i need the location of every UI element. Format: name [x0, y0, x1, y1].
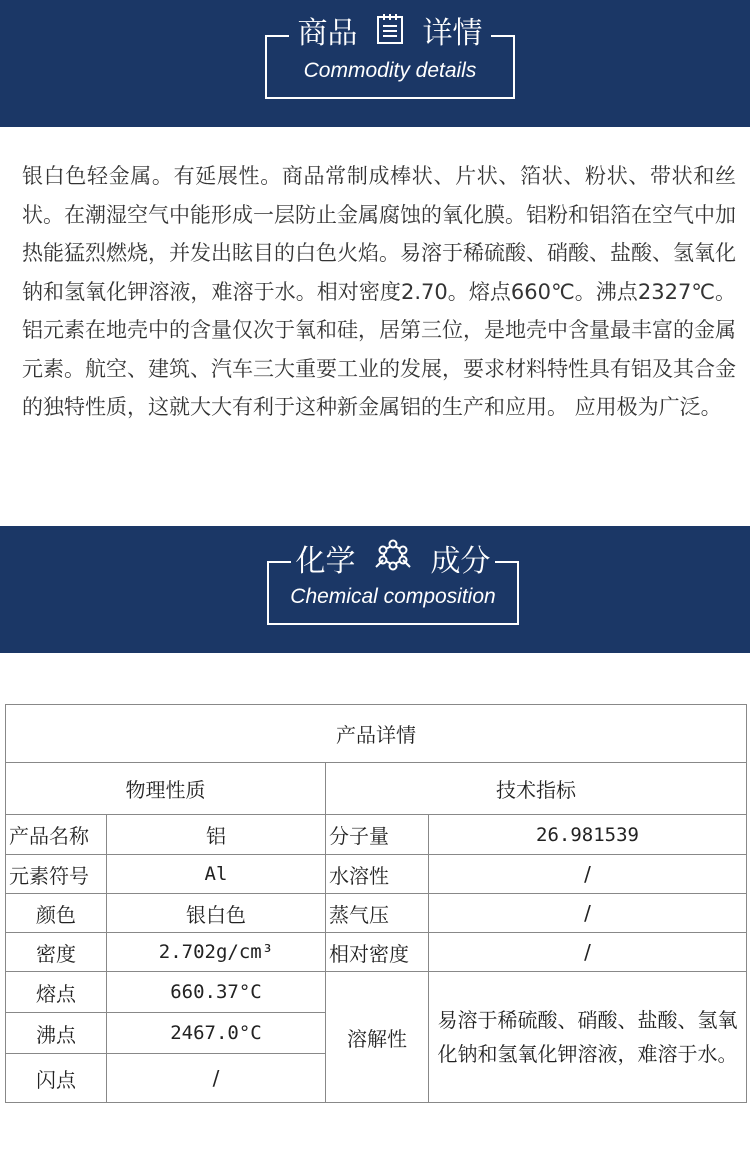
row-label: 水溶性: [326, 855, 429, 894]
banner-frame: [267, 544, 519, 625]
row-value: 2.702g/cm³: [107, 933, 326, 972]
row-value: /: [107, 1054, 326, 1103]
row-value: 银白色: [107, 894, 326, 933]
header-physical-properties: 物理性质: [6, 763, 326, 815]
banner-title-left: 化学: [295, 544, 356, 579]
banner-subtitle: Chemical composition: [290, 585, 496, 608]
table-title: 产品详情: [6, 705, 747, 763]
row-value: 2467.0°C: [107, 1013, 326, 1054]
solubility-value: 易溶于稀硫酸、硝酸、盐酸、氢氧化钠和氢氧化钾溶液，难溶于水。: [429, 972, 747, 1103]
row-label: 元素符号: [6, 855, 107, 894]
row-value: 26.981539: [429, 815, 747, 855]
commodity-details-banner: [0, 0, 750, 127]
banner-subtitle: Commodity details: [303, 59, 477, 82]
row-label: 沸点: [6, 1013, 107, 1054]
header-technical-specs: 技术指标: [326, 763, 747, 815]
row-label: 密度: [6, 933, 107, 972]
row-value: /: [429, 894, 747, 933]
banner-title: [269, 539, 517, 585]
row-label: 闪点: [6, 1054, 107, 1103]
notepad-icon: [375, 13, 405, 55]
row-value: /: [429, 933, 747, 972]
row-value: 660.37°C: [107, 972, 326, 1013]
banner-title-left: 商品: [297, 16, 358, 51]
row-label: 蒸气压: [326, 894, 429, 933]
product-description: 银白色轻金属。有延展性。商品常制成棒状、片状、箔状、粉状、带状和丝状。在潮湿空气中能形成一层防止金属腐蚀的氧化膜。铝粉和铝箔在空气中加热能猛烈燃烧，并发出眩目的白色火焰。易溶于稀硫酸、硝酸、盐酸、氢氧化钠和氢氧化钾溶液，难溶于水。相对密度2.70。熔点660℃。沸点2327℃。铝元素在地壳中的含量仅次于氧和硅，居第三位，是地壳中含量最丰富的金属元素。航空、建筑、汽车三大重要工业的发展，要求材料特性具有铝及其合金的独特性质，这就大大有利于这种新金属铝的生产和应用。 应用极为广泛。: [22, 164, 736, 419]
banner-title: [267, 13, 513, 55]
solubility-label: 溶解性: [326, 972, 429, 1103]
row-value: Al: [107, 855, 326, 894]
chemical-composition-banner: [0, 526, 750, 653]
banner-title-right: 详情: [422, 16, 483, 51]
molecule-icon: [373, 539, 413, 585]
banner-frame: [265, 16, 515, 99]
row-label: 颜色: [6, 894, 107, 933]
row-label: 相对密度: [326, 933, 429, 972]
product-details-table: [5, 704, 746, 1103]
row-value: /: [429, 855, 747, 894]
row-label: 分子量: [326, 815, 429, 855]
banner-title-right: 成分: [430, 544, 491, 579]
row-label: 产品名称: [6, 815, 107, 855]
row-label: 熔点: [6, 972, 107, 1013]
row-value: 铝: [107, 815, 326, 855]
